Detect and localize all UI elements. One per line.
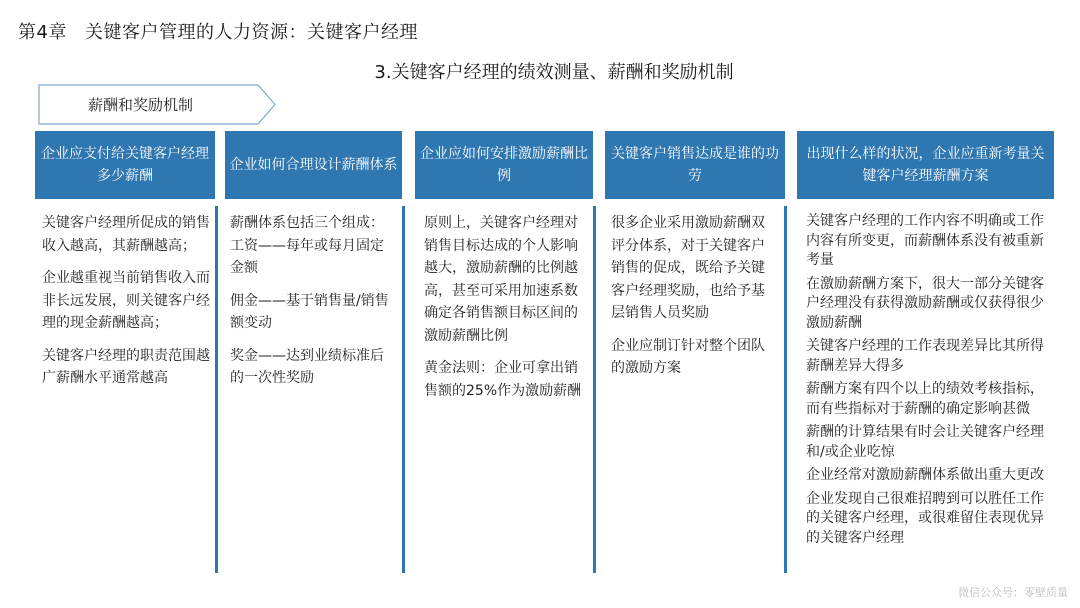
column-2-divider bbox=[402, 206, 405, 573]
column-5-item: 薪酬方案有四个以上的绩效考核指标，而有些指标对于薪酬的确定影响甚微 bbox=[806, 381, 1044, 417]
chapter-title: 关键客户管理的人力资源：关键客户经理 bbox=[84, 22, 418, 43]
column-1-heading: 企业应支付给关键客户经理多少薪酬 bbox=[35, 131, 215, 199]
column-3-item: 黄金法则：企业可拿出销售额的25%作为激励薪酬 bbox=[424, 360, 582, 399]
column-5-item: 在激励薪酬方案下，很大一部分关键客户经理没有获得激励薪酬或仅获得很少激励薪酬 bbox=[806, 275, 1044, 331]
column-4-body bbox=[611, 212, 777, 390]
column-1-item: 关键客户经理的职责范围越广薪酬水平通常越高 bbox=[42, 347, 210, 386]
column-2-item: 佣金——基于销售量/销售额变动 bbox=[230, 292, 389, 331]
watermark: 微信公众号：零壁质量 bbox=[958, 586, 1068, 599]
column-2-body bbox=[230, 212, 395, 400]
column-3-body bbox=[424, 212, 586, 412]
column-5-item: 企业发现自己很难招聘到可以胜任工作的关键客户经理，或很难留住表现优异的关键客户经理 bbox=[806, 490, 1044, 546]
topic-tag-label: 薪酬和奖励机制 bbox=[88, 96, 194, 114]
column-1-body bbox=[42, 212, 210, 400]
column-4-item: 企业应制订针对整个团队的激励方案 bbox=[611, 337, 765, 376]
column-2-item: 奖金——达到业绩标准后的一次性奖励 bbox=[230, 347, 384, 386]
column-3-heading: 企业应如何安排激励薪酬比例 bbox=[415, 131, 593, 199]
column-3-divider bbox=[593, 206, 596, 573]
column-1-item: 关键客户经理所促成的销售收入越高，其薪酬越高； bbox=[42, 215, 210, 254]
column-2-item: 薪酬体系包括三个组成：工资——每年或每月固定金额 bbox=[230, 215, 384, 276]
column-5-body bbox=[806, 212, 1046, 552]
column-3-item: 原则上，关键客户经理对销售目标达成的个人影响越大，激励薪酬的比例越高，甚至可采用加速系数确定各销售额目标区间的激励薪酬比例 bbox=[424, 215, 578, 344]
chapter-number: 第4章 bbox=[18, 22, 67, 43]
column-5-heading: 出现什么样的状况，企业应重新考量关键客户经理薪酬方案 bbox=[797, 131, 1054, 199]
chapter-heading bbox=[18, 18, 418, 44]
column-5-item: 薪酬的计算结果有时会让关键客户经理和/或企业吃惊 bbox=[806, 424, 1044, 460]
column-1-item: 企业越重视当前销售收入而非长远发展，则关键客户经理的现金薪酬越高； bbox=[42, 270, 210, 331]
column-1-divider bbox=[215, 206, 218, 573]
column-5-item: 关键客户经理的工作内容不明确或工作内容有所变更，而薪酬体系没有被重新考量 bbox=[806, 213, 1044, 268]
section-title: 3.关键客户经理的绩效测量、薪酬和奖励机制 bbox=[374, 62, 734, 83]
column-5-item: 企业经常对激励薪酬体系做出重大更改 bbox=[806, 467, 1044, 483]
column-4-divider bbox=[784, 206, 787, 573]
column-4-item: 很多企业采用激励薪酬双评分体系，对于关键客户销售的促成，既给予关键客户经理奖励，也给予基层销售人员奖励 bbox=[611, 215, 765, 321]
column-4-heading: 关键客户销售达成是谁的功劳 bbox=[605, 131, 785, 199]
column-5-item: 关键客户经理的工作表现差异比其所得薪酬差异大得多 bbox=[806, 338, 1044, 374]
topic-tag bbox=[38, 84, 274, 124]
column-2-heading: 企业如何合理设计薪酬体系 bbox=[225, 131, 402, 199]
